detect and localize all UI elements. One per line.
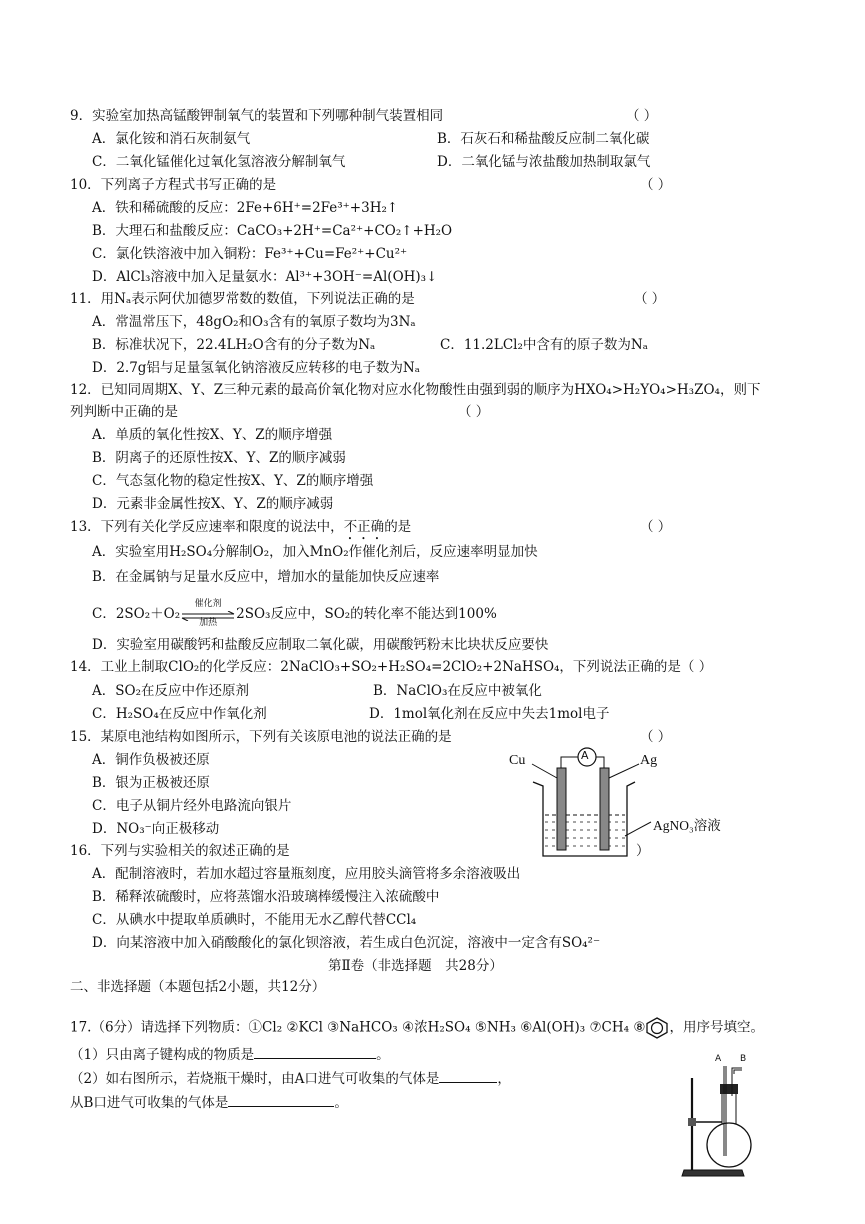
q17-part2b-text: 从B口进气可收集的气体是: [70, 1095, 229, 1111]
q17-part2b: [70, 1093, 348, 1112]
q10-option-d: D．AlCl₃溶液中加入足量氨水：Al³⁺+3OH⁻=Al(OH)₃↓: [92, 269, 438, 285]
q10-option-c: C．氯化铁溶液中加入铜粉：Fe³⁺+Cu=Fe²⁺+Cu²⁺: [92, 246, 408, 262]
q10-stem: 10．下列离子方程式书写正确的是: [70, 177, 277, 193]
q13-stem-pre: 13．下列有关化学反应速率和限度的说法中，: [70, 519, 344, 535]
q15-option-c: C．电子从铜片经外电路流向银片: [92, 798, 292, 814]
q16-option-a: A．配制溶液时，若加水超过容量瓶刻度，应用胶头滴管将多余溶液吸出: [92, 866, 521, 882]
section-heading: 二、非选择题（本题包括2小题，共12分）: [70, 979, 326, 995]
q15-option-d: D．NO₃⁻向正极移动: [92, 821, 220, 837]
q15-option-b: B．银为正极被还原: [92, 775, 210, 791]
ag-electrode-label: Ag: [640, 753, 658, 768]
q17-part2a-blank[interactable]: [439, 1069, 497, 1083]
q17-part1-end: 。: [376, 1047, 390, 1063]
q17-stem-end: ，用序号填空。: [669, 1019, 764, 1036]
q17-part1-blank[interactable]: [254, 1045, 376, 1059]
q10-option-a: A．铁和稀硫酸的反应：2Fe+6H⁺=2Fe³⁺+3H₂↑: [92, 200, 399, 216]
part2-title: 第Ⅱ卷（非选择题 共28分）: [328, 958, 503, 974]
q12-option-c: C．气态氢化物的稳定性按X、Y、Z的顺序增强: [92, 473, 374, 489]
q13-option-c-post: 2SO₃反应中，SO₂的转化率不能达到100%: [236, 606, 497, 622]
q16-option-b: B．稀释浓硫酸时，应将蒸馏水沿玻璃棒缓慢注入浓硫酸中: [92, 889, 440, 905]
q17-part2a-text: （2）如右图所示，若烧瓶干燥时，由A口进气可收集的气体是: [70, 1071, 440, 1087]
reversible-arrow-icon: [180, 598, 236, 628]
q9-stem: 9．实验室加热高锰酸钾制氧气的装置和下列哪种制气装置相同: [70, 108, 444, 124]
q13-stem: [70, 518, 411, 543]
gas-collection-flask-diagram: [680, 1054, 780, 1185]
cu-electrode-label: Cu: [509, 753, 526, 768]
q15-stem: 15．某原电池结构如图所示，下列有关该原电池的说法正确的是: [70, 729, 452, 745]
q11-stem: 11．用Nₐ表示阿伏加德罗常数的数值，下列说法正确的是: [70, 291, 415, 307]
q14-option-b: B．NaClO₃在反应中被氧化: [373, 683, 542, 699]
q17-part1-text: （1）只由离子键构成的物质是: [70, 1047, 255, 1063]
ammeter-label: A: [581, 749, 589, 762]
q15-answer-paren: （ ）: [640, 729, 672, 745]
q9-option-c: C．二氧化锰催化过氧化氢溶液分解制氧气: [92, 154, 346, 170]
q14-option-c: C．H₂SO₄在反应中作氧化剂: [92, 706, 267, 722]
q11-option-a: A．常温常压下，48gO₂和O₃含有的氧原子数均为3Nₐ: [92, 314, 416, 330]
agno3-solution-label: AgNO₃溶液: [653, 818, 721, 833]
arrow-heat-label: 加热: [199, 617, 218, 628]
q11-answer-paren: （ ）: [634, 291, 666, 307]
q9-option-b: B．石灰石和稀盐酸反应制二氧化碳: [437, 131, 650, 147]
q13-answer-paren: （ ）: [640, 519, 672, 535]
galvanic-cell-icon: [505, 738, 745, 863]
q17-stem-text: 17.（6分）请选择下列物质：①Cl₂ ②KCl ③NaHCO₃ ④浓H₂SO₄ ⑤NH₃ ⑥Al(OH)₃ ⑦CH₄ ⑧: [70, 1019, 646, 1036]
q10-option-b: B．大理石和盐酸反应：CaCO₃+2H⁺=Ca²⁺+CO₂↑+H₂O: [92, 223, 453, 239]
q12-answer-paren: （ ）: [458, 404, 490, 420]
q11-option-c: C．11.2LCl₂中含有的原子数为Nₐ: [440, 337, 648, 353]
q15-option-a: A．铜作负极被还原: [92, 752, 210, 768]
arrow-catalyst-label: 催化剂: [194, 598, 222, 609]
q13-option-c-pre: C．2SO₂＋O₂: [92, 606, 181, 622]
q9-option-d: D．二氧化锰与浓盐酸加热制取氯气: [437, 154, 651, 170]
q11-option-b: B．标准状况下，22.4LH₂O含有的分子数为Nₐ: [92, 337, 376, 353]
port-b-label: B: [740, 1054, 747, 1064]
q17-part2a-end: ，: [497, 1071, 511, 1087]
q12-stem-line1: 12．已知同周期X、Y、Z三种元素的最高价氧化物对应水化物酸性由强到弱的顺序为HXO₄>H₂YO₄>H₃ZO₄，则下: [70, 382, 761, 398]
q16-option-d: D．向某溶液中加入硝酸酸化的氯化钡溶液，若生成白色沉淀，溶液中一定含有SO₄²⁻: [92, 935, 601, 951]
q12-option-d: D．元素非金属性按X、Y、Z的顺序减弱: [92, 496, 334, 512]
q16-stem: 16．下列与实验相关的叙述正确的是: [70, 843, 290, 859]
q14-option-a: A．SO₂在反应中作还原剂: [92, 683, 249, 699]
flask-apparatus-icon: [680, 1060, 780, 1185]
q17-stem: [70, 1017, 764, 1039]
q16-option-c: C．从碘水中提取单质碘时，不能用无水乙醇代替CCl₄: [92, 912, 417, 928]
q13-stem-post: 的是: [384, 519, 412, 535]
q13-option-a: A．实验室用H₂SO₄分解制O₂，加入MnO₂作催化剂后，反应速率明显加快: [92, 544, 538, 560]
q10-answer-paren: （ ）: [640, 177, 672, 193]
q17-part2b-end: 。: [334, 1095, 348, 1111]
q14-option-d: D．1mol氧化剂在反应中失去1mol电子: [369, 706, 610, 722]
q17-part1: [70, 1045, 390, 1064]
benzene-ring-icon: [645, 1017, 669, 1039]
q13-stem-emphasis: 不正确: [343, 519, 385, 535]
q11-option-d: D．2.7g铝与足量氢氧化钠溶液反应转移的电子数为Nₐ: [92, 360, 420, 376]
q9-answer-paren: （ ）: [626, 108, 658, 124]
q13-option-d: D．实验室用碳酸钙和盐酸反应制取二氧化碳，用碳酸钙粉末比块状反应要快: [92, 637, 549, 653]
q12-stem-line2: 列判断中正确的是: [70, 404, 178, 420]
q13-option-b: B．在金属钠与足量水反应中，增加水的量能加快反应速率: [92, 569, 440, 585]
q17-part2a: [70, 1069, 511, 1088]
q9-option-a: A．氯化铵和消石灰制氨气: [92, 131, 251, 147]
q12-option-a: A．单质的氧化性按X、Y、Z的顺序增强: [92, 427, 333, 443]
galvanic-cell-diagram: [505, 738, 745, 863]
q16-answer-paren: ）: [636, 843, 650, 859]
q13-option-c: [92, 598, 497, 628]
q14-stem: 14．工业上制取ClO₂的化学反应：2NaClO₃+SO₂+H₂SO₄=2ClO₂+2NaHSO₄，下列说法正确的是（ ）: [70, 659, 713, 675]
q12-option-b: B．阴离子的还原性按X、Y、Z的顺序减弱: [92, 450, 346, 466]
q17-part2b-blank[interactable]: [228, 1093, 334, 1107]
port-a-label: A: [715, 1054, 722, 1064]
